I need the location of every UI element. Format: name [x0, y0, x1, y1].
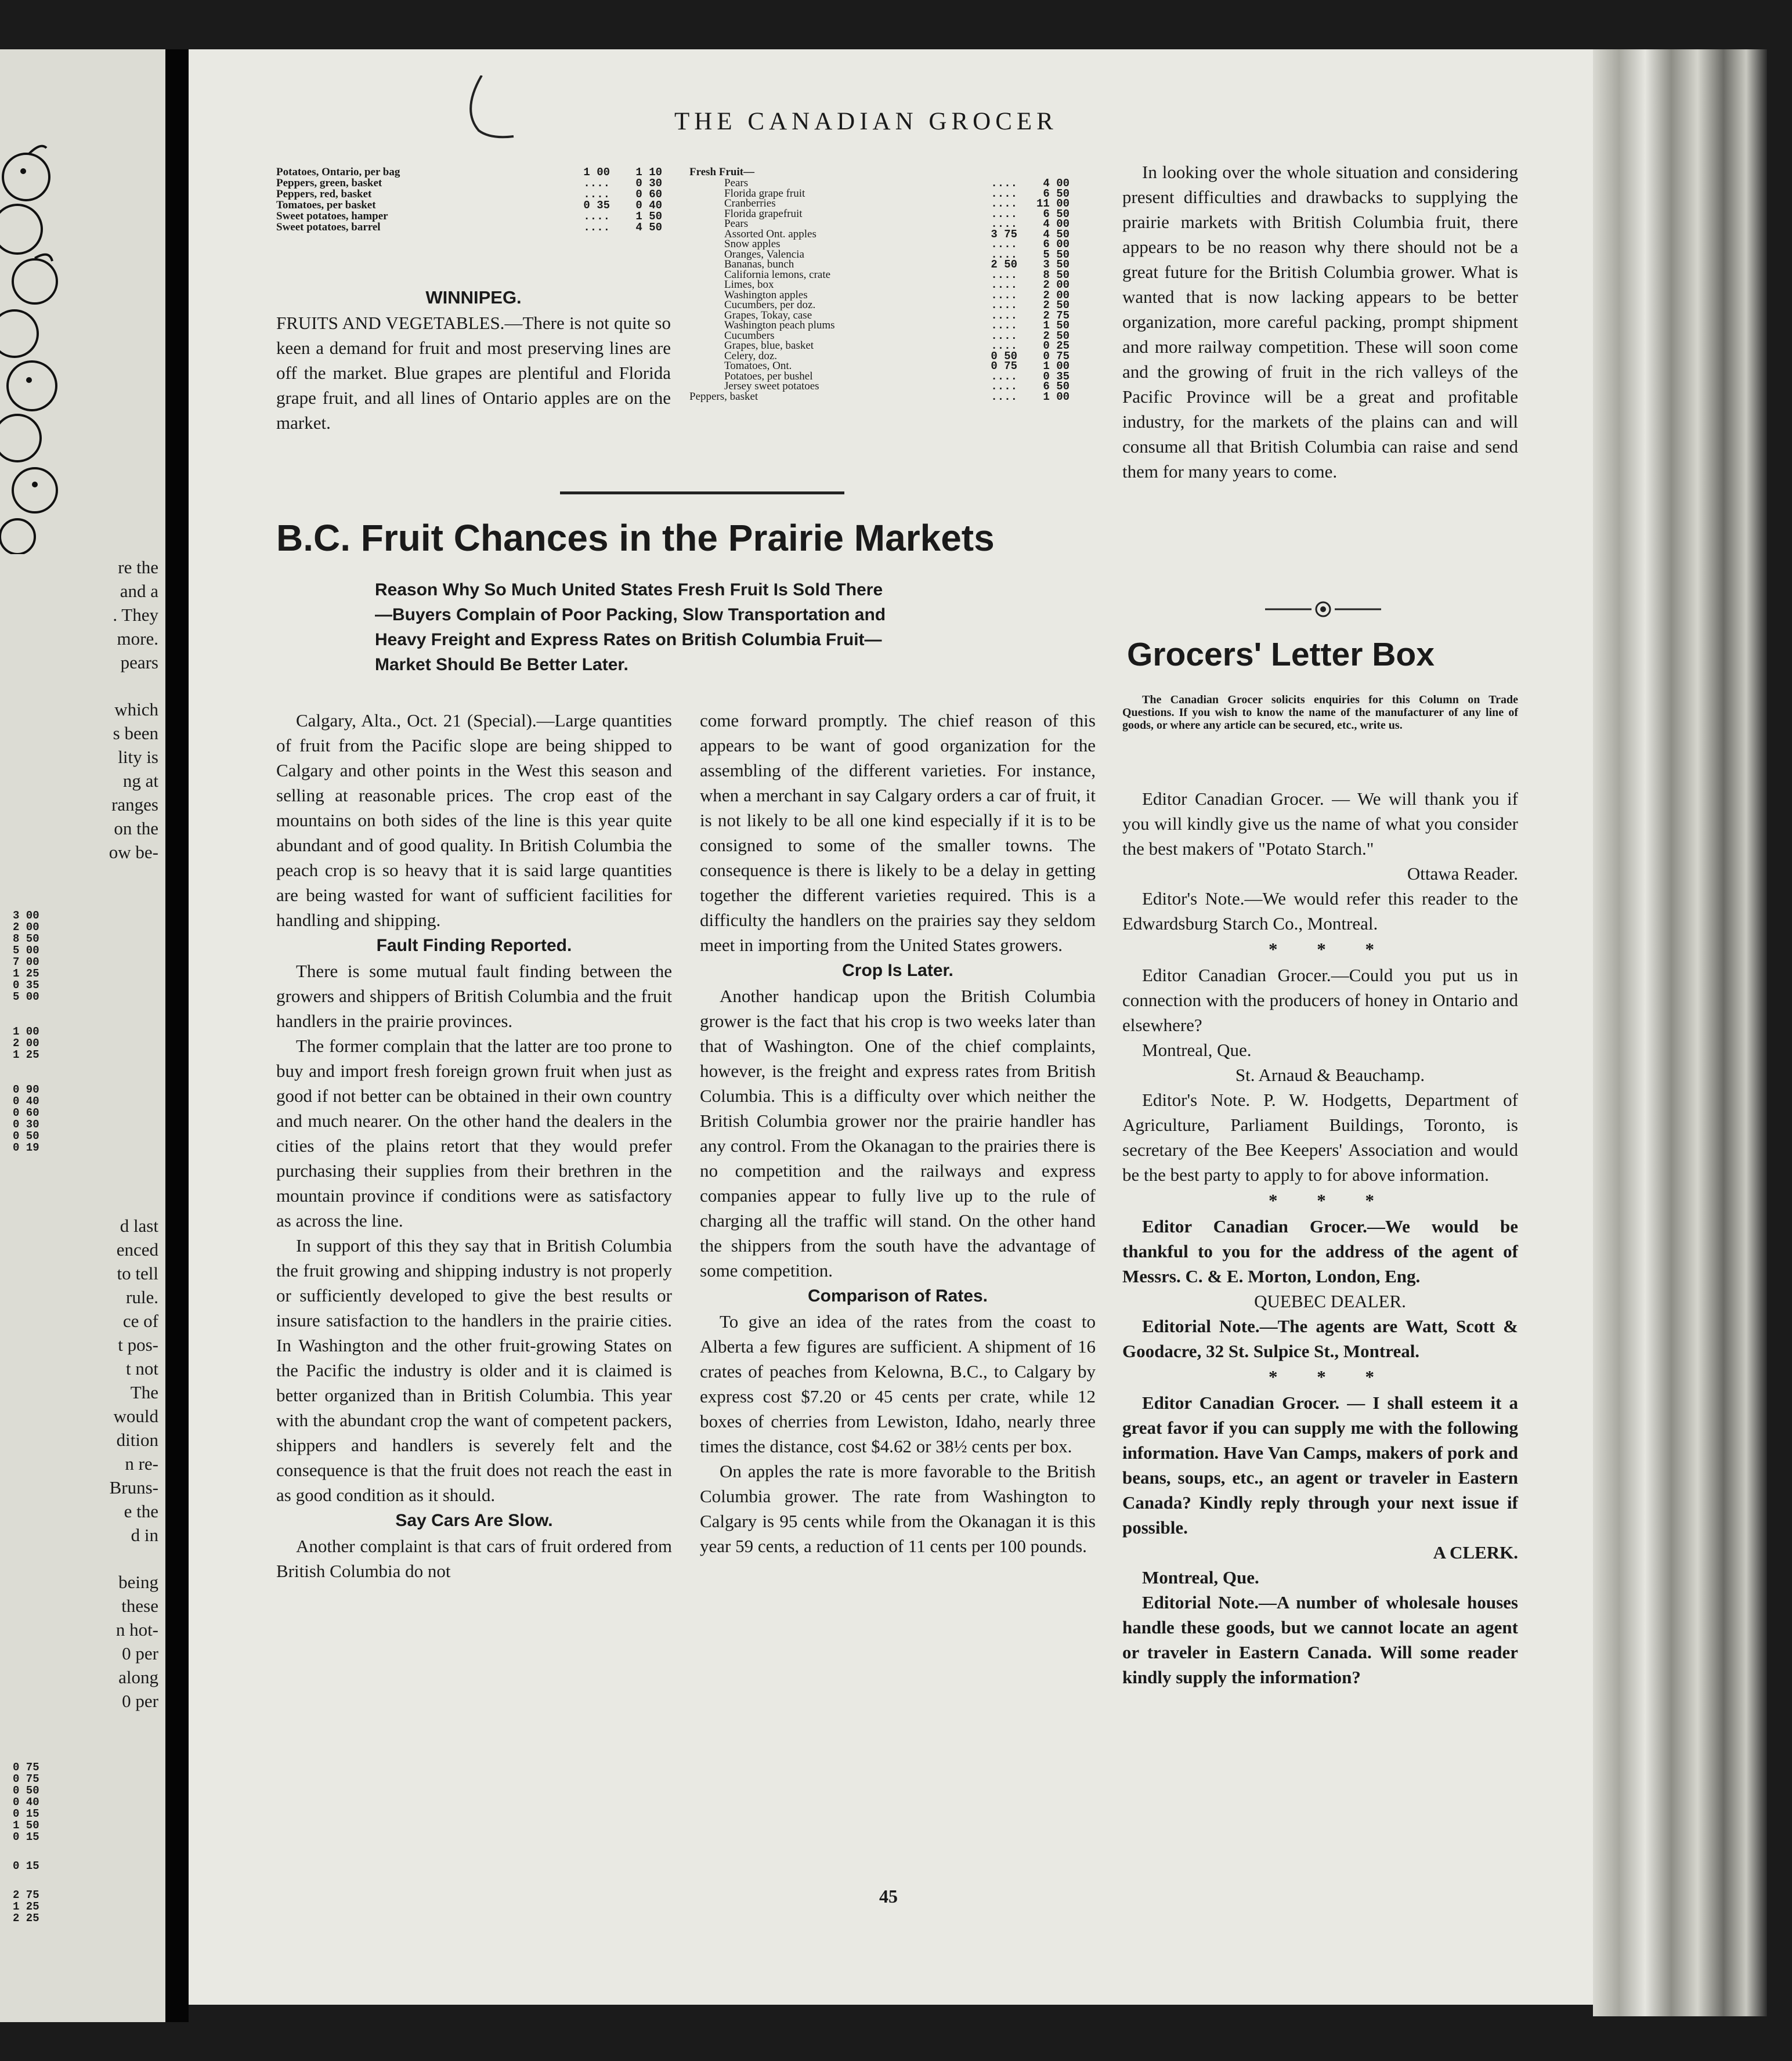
facing-text-line: on the: [114, 818, 158, 838]
deck-line: Reason Why So Much United States Fresh Fruit Is Sold There: [375, 580, 883, 599]
item-name: Pears: [724, 177, 749, 189]
facing-text-line: pears: [120, 652, 158, 672]
price-low: ....: [991, 339, 1017, 352]
item-name: Grapes, Tokay, case: [724, 309, 812, 321]
facing-text-line: to tell: [117, 1263, 158, 1283]
subheading: Crop Is Later.: [842, 961, 953, 980]
price-low: 0 35: [583, 199, 610, 212]
facing-text-line: these: [121, 1596, 158, 1616]
ornament-divider-icon: [1265, 598, 1381, 621]
facing-text-line: n re-: [125, 1453, 158, 1474]
price-high: 4 00: [1043, 177, 1070, 190]
item-name: Washington apples: [724, 288, 808, 301]
winnipeg-section: [276, 284, 671, 435]
facing-text-line: t pos-: [118, 1335, 158, 1355]
signature: St. Arnaud & Beauchamp.: [1235, 1065, 1425, 1085]
facing-price: 0 40: [13, 1796, 39, 1809]
facing-price: 1 50: [13, 1819, 39, 1832]
facing-price: 0 15: [13, 1831, 39, 1843]
paragraph: [276, 310, 671, 435]
price-low: 2 50: [991, 258, 1017, 271]
price-low: ....: [991, 187, 1017, 200]
price-high: 0 35: [1043, 370, 1070, 383]
paragraph: On apples the rate is more favorable to the British Columbia grower. The rate from Washington to Calgary is 95 cents while from the Okanagan it is this year 59 cents, a reduction of 11 cents per 100 pounds.: [700, 1461, 1096, 1556]
facing-text-line: ranges: [111, 794, 158, 815]
paragraph: The former complain that the latter are too prone to buy and import fresh foreign grown fruit when just as good if not better can be obtained in their own country and much nearer. On the other hand the dealers in the cities of the plains retort that they would prefer purchasing their supplies from their brethren in the mountain province if conditions were as satisfactory as across the line.: [276, 1036, 672, 1231]
item-name: Limes, box: [724, 279, 774, 291]
item-name: Jersey sweet potatoes: [724, 380, 819, 392]
item-name: Florida grapefruit: [724, 207, 803, 220]
price-high: 2 00: [1043, 279, 1070, 291]
facing-price: 0 40: [13, 1095, 39, 1108]
facing-text-line: which: [114, 699, 158, 719]
price-low: 1 00: [583, 166, 610, 179]
facing-text-line: ng at: [122, 771, 158, 791]
signature: QUEBEC DEALER.: [1254, 1291, 1406, 1311]
item-name: Peppers, basket: [689, 390, 758, 403]
item-name: Snow apples: [724, 238, 781, 250]
facing-price: 1 00: [13, 1025, 39, 1038]
facing-page: [0, 49, 165, 2022]
price-low: ....: [991, 380, 1017, 393]
facing-text-line: 0 per: [122, 1691, 158, 1711]
item-name: Sweet potatoes, barrel: [276, 221, 381, 233]
item-name: Cucumbers: [724, 329, 775, 342]
paragraph: In looking over the whole situation and considering present difficulties and drawbacks to supplying the prairie markets with British Columbia fruit, there appears to be no reason why there should not be a great future for the British Columbia grower. What is wanted that is now lacking appears to be better organization, more careful packing, prompt shipment and more railway competition. These will soon come and the growing of fruit in the rich valleys of the Pacific Province will be a great and profitable industry, for the markets of the plains can and will consume all that British Columbia can raise and send them for many years to come.: [1122, 162, 1518, 482]
subheading: Fault Finding Reported.: [376, 936, 572, 955]
facing-price: 0 30: [13, 1118, 39, 1131]
article-column-1: [276, 708, 672, 1583]
price-high: 0 60: [635, 188, 662, 201]
item-name: Oranges, Valencia: [724, 248, 804, 261]
price-high: 6 00: [1043, 238, 1070, 251]
price-low: 0 75: [991, 360, 1017, 373]
facing-price: 0 35: [13, 979, 39, 992]
price-high: 4 50: [1043, 227, 1070, 241]
price-high: 1 00: [1043, 390, 1070, 403]
facing-text-line: e the: [124, 1501, 158, 1521]
table-heading: Fresh Fruit—: [689, 166, 755, 178]
separator: * * *: [1269, 1366, 1392, 1387]
editor-reply: Editorial Note.—The agents are Watt, Scott & Goodacre, 32 St. Sulpice St., Montreal.: [1122, 1316, 1518, 1361]
article-column-2: [700, 708, 1096, 1559]
facing-text-line: re the: [118, 557, 158, 577]
price-low: ....: [991, 319, 1017, 332]
item-name: Sweet potatoes, hamper: [276, 210, 388, 222]
letter: Editor Canadian Grocer. — We will thank you if you will kindly give us the name of what you consider the best makers of "Potato Starch.": [1122, 789, 1518, 859]
facing-text-line: being: [118, 1572, 158, 1592]
intro-text: The Canadian Grocer solicits enquiries for this Column on Trade Questions. If you wish to know the name of the manufacturer of any line of goods, or where any article can be secured, etc., write us.: [1122, 693, 1518, 732]
facing-price: 0 19: [13, 1141, 39, 1154]
editor-reply: Editor's Note. P. W. Hodgetts, Department of Agriculture, Parliament Buildings, Toronto, is secretary of the Bee Keepers' Association and would be the best party to apply to for above information.: [1122, 1090, 1518, 1185]
item-name: Tomatoes, per basket: [276, 199, 376, 211]
running-head: THE CANADIAN GROCER: [674, 108, 1058, 135]
facing-text-line: s been: [113, 723, 158, 743]
paragraph: To give an idea of the rates from the coast to Alberta a few figures are sufficient. A shipment of 16 crates of peaches from Kelowna, B.C., to Calgary by express cost $7.20 or 45 cents per crate, while 12 boxes of cherries from Lewiston, Idaho, nearly three times the distance, cost $4.62 or 38½ cents per box.: [700, 1311, 1096, 1456]
price-high: 6 50: [1043, 187, 1070, 200]
signature: A CLERK.: [1433, 1542, 1518, 1563]
facing-price: 0 15: [13, 1860, 39, 1872]
item-name: Celery, doz.: [724, 349, 778, 362]
price-high: 1 50: [635, 210, 662, 223]
article-conclusion: [1122, 160, 1518, 484]
price-high: 4 50: [635, 221, 662, 234]
facing-price: 2 25: [13, 1912, 39, 1925]
price-high: 6 50: [1043, 207, 1070, 220]
book-gutter: [165, 49, 189, 2022]
price-low: ....: [991, 309, 1017, 322]
market-text: —There is not quite so keen a demand for fruit and most preserving lines are off the market. Blue grapes are plentiful and Florida grape fruit, and all lines of Ontario apples are on the market.: [276, 313, 671, 433]
item-name: California lemons, crate: [724, 268, 831, 281]
price-low: ....: [991, 207, 1017, 220]
pen-mark-icon: [461, 75, 531, 145]
subheading: Say Cars Are Slow.: [395, 1511, 553, 1530]
price-low: ....: [991, 370, 1017, 383]
price-high: 4 00: [1043, 218, 1070, 230]
item-name: Cranberries: [724, 197, 776, 209]
facing-price: 8 50: [13, 932, 39, 945]
divider: [560, 491, 844, 494]
price-high: 2 75: [1043, 309, 1070, 322]
price-high: 1 10: [635, 166, 662, 179]
price-low: 0 50: [991, 349, 1017, 363]
facing-text-line: dition: [116, 1430, 158, 1450]
price-low: ....: [583, 188, 610, 201]
facing-price: 0 75: [13, 1761, 39, 1774]
paragraph: come forward promptly. The chief reason of this appears to be want of good organization for the assembling of the different varieties. For instance, when a merchant in say Calgary orders a car of fruit, it is not likely to be all one kind especially if it is to be consigned to some of the smaller towns. The consequence is there is likely to be a delay in getting together the different varieties required. This is a difficulty the handlers on the prairies say they seldom meet in importing from the United States growers.: [700, 710, 1096, 955]
facing-text-line: would: [113, 1406, 158, 1426]
item-name: Tomatoes, Ont.: [724, 360, 792, 372]
facing-price: 0 50: [13, 1130, 39, 1142]
item-name: Grapes, blue, basket: [724, 339, 814, 352]
facing-price: 5 00: [13, 944, 39, 957]
editor-reply: Editor's Note.—We would refer this reader to the Edwardsburg Starch Co., Montreal.: [1122, 888, 1518, 934]
letter-box-intro: [1122, 693, 1518, 732]
price-high: 2 50: [1043, 299, 1070, 312]
price-high: 11 00: [1036, 197, 1070, 210]
place: Montreal, Que.: [1142, 1567, 1259, 1588]
letter: Editor Canadian Grocer.—We would be thankful to you for the address of the agent of Messrs. C. & E. Morton, London, Eng.: [1122, 1216, 1518, 1286]
price-high: 0 30: [635, 177, 662, 190]
price-low: ....: [991, 248, 1017, 261]
price-low: 3 75: [991, 227, 1017, 241]
price-high: 0 75: [1043, 349, 1070, 363]
item-name: Washington peach plums: [724, 319, 835, 331]
facing-text-line: 0 per: [122, 1643, 158, 1664]
facing-price: 0 90: [13, 1083, 39, 1096]
price-low: ....: [991, 279, 1017, 291]
facing-text-line: and a: [120, 581, 158, 601]
item-name: Potatoes, Ontario, per bag: [276, 166, 400, 178]
price-high: 8 50: [1043, 268, 1070, 281]
facing-price: 3 00: [13, 909, 39, 922]
item-name: Potatoes, per bushel: [724, 370, 813, 382]
price-low: ....: [991, 238, 1017, 251]
facing-price: 0 75: [13, 1773, 39, 1785]
price-low: ....: [583, 221, 610, 234]
price-high: 2 50: [1043, 329, 1070, 342]
deck-line: Market Should Be Better Later.: [375, 655, 628, 674]
subheading: Comparison of Rates.: [807, 1286, 988, 1306]
page-number: 45: [879, 1886, 898, 1907]
paragraph: Another handicap upon the British Columbia grower is the fact that his crop is two weeks later than that of Washington. One of the chief complaints, however, is the freight and express rates from British Columbia. This is a difficulty over which neither the British Columbia grower nor the prairie handler has any control. From the Okanagan to the prairies there is no competition and the railways and express companies appear to fully live up to the rule of charging all the traffic will stand. On the other hand the shippers from the south have the advantage of some competition.: [700, 986, 1096, 1281]
deck-line: —Buyers Complain of Poor Packing, Slow Transportation and: [375, 605, 886, 624]
facing-price: 1 25: [13, 1900, 39, 1913]
facing-price: 0 50: [13, 1784, 39, 1797]
separator: * * *: [1269, 1190, 1392, 1210]
editor-reply: Editorial Note.—A number of wholesale houses handle these goods, but we cannot locate an agent or traveler in Eastern Canada. Will some reader kindly supply the information?: [1122, 1592, 1518, 1687]
price-low: ....: [991, 218, 1017, 230]
facing-price: 1 25: [13, 967, 39, 980]
price-high: 6 50: [1043, 380, 1070, 393]
item-name: Peppers, red, basket: [276, 188, 372, 200]
letter: Editor Canadian Grocer.—Could you put us in connection with the producers of honey in Ontario and elsewhere?: [1122, 965, 1518, 1035]
price-low: ....: [583, 210, 610, 223]
separator: * * *: [1269, 939, 1392, 959]
deck-line: Heavy Freight and Express Rates on British Columbia Fruit—: [375, 630, 882, 649]
paragraph: Calgary, Alta., Oct. 21 (Special).—Large quantities of fruit from the Pacific slope are being shipped to Calgary and other points in the West this season and selling at reasonable prices. The crop east of the mountains on both sides of the line is this year quite abundant and of good quality. In British Columbia the peach crop is so heavy that it is said large quantities are being wasted for want of sufficient facilities for handling and shipping.: [276, 710, 672, 930]
price-high: 0 40: [635, 199, 662, 212]
item-name: Peppers, green, basket: [276, 177, 382, 189]
price-low: ....: [991, 329, 1017, 342]
facing-price: 0 15: [13, 1807, 39, 1820]
facing-text-line: lity is: [118, 747, 158, 767]
letter-box-title: Grocers' Letter Box: [1127, 636, 1435, 673]
section-heading: WINNIPEG.: [425, 287, 522, 308]
signature: Ottawa Reader.: [1407, 863, 1518, 884]
price-low: ....: [991, 390, 1017, 403]
facing-text-line: rule.: [126, 1287, 158, 1307]
letter-box-letters: [1122, 786, 1518, 1690]
facing-text-line: d in: [131, 1525, 158, 1545]
paragraph: Another complaint is that cars of fruit ordered from British Columbia do not: [276, 1536, 672, 1581]
facing-text-line: n hot-: [115, 1619, 158, 1640]
facing-price: 2 00: [13, 1037, 39, 1050]
facing-text-line: along: [118, 1667, 158, 1687]
facing-price: 5 00: [13, 990, 39, 1003]
facing-price: 2 00: [13, 921, 39, 934]
place: Montreal, Que.: [1142, 1040, 1252, 1060]
facing-price: 2 75: [13, 1889, 39, 1901]
item-name: Cucumbers, per doz.: [724, 299, 816, 311]
paragraph: In support of this they say that in British Columbia the fruit growing and shipping industry is not properly or sufficiently developed to give the best results or insure satisfaction to the handlers in the prairie cities. In Washington and the other fruit-growing States on the Pacific the industry is older and it is claimed is better organized than in British Columbia. This year with the abundant crop the want of competent packers, shippers and handlers is severely felt and the consequence is that the fruit does not reach the east in as good condition as it should.: [276, 1235, 672, 1505]
price-high: 3 50: [1043, 258, 1070, 271]
article-title: B.C. Fruit Chances in the Prairie Markets: [276, 517, 995, 559]
facing-text-line: more.: [117, 628, 158, 649]
facing-text-line: The: [130, 1382, 158, 1402]
price-high: 1 50: [1043, 319, 1070, 332]
facing-price: 7 00: [13, 956, 39, 968]
item-name: Bananas, bunch: [724, 258, 794, 270]
facing-text-line: d last: [120, 1216, 158, 1236]
facing-text-line: t not: [126, 1358, 158, 1379]
price-high: 5 50: [1043, 248, 1070, 261]
price-high: 2 00: [1043, 288, 1070, 302]
item-name: Florida grape fruit: [724, 187, 805, 200]
facing-text-line: . They: [113, 605, 158, 625]
price-low: ....: [991, 288, 1017, 302]
facing-text-line: ce of: [122, 1311, 158, 1331]
price-low: ....: [991, 299, 1017, 312]
facing-price: 0 60: [13, 1107, 39, 1119]
fruit-illustration-icon: [0, 136, 58, 554]
paragraph: There is some mutual fault finding between the growers and shippers of British Columbia and the fruit handlers in the prairie provinces.: [276, 961, 672, 1031]
price-low: ....: [583, 177, 610, 190]
facing-text-line: enced: [116, 1239, 158, 1260]
letter: Editor Canadian Grocer. — I shall esteem it a great favor if you can supply me with the following information. Have Van Camps, makers of pork and beans, soups, etc., an agent or traveler in Eastern Canada? Kindly reply through your next issue if possible.: [1122, 1393, 1518, 1538]
price-low: ....: [991, 268, 1017, 281]
facing-text-line: Bruns-: [109, 1477, 158, 1498]
facing-price: 1 25: [13, 1048, 39, 1061]
item-name: Assorted Ont. apples: [724, 227, 816, 240]
price-low: ....: [991, 197, 1017, 210]
price-high: 0 25: [1043, 339, 1070, 352]
facing-text-line: ow be-: [109, 842, 158, 862]
item-name: Pears: [724, 218, 749, 230]
price-high: 1 00: [1043, 360, 1070, 373]
market-lead: FRUITS AND VEGETABLES.: [276, 313, 505, 333]
page-edges: [1593, 49, 1767, 2016]
price-low: ....: [991, 177, 1017, 190]
